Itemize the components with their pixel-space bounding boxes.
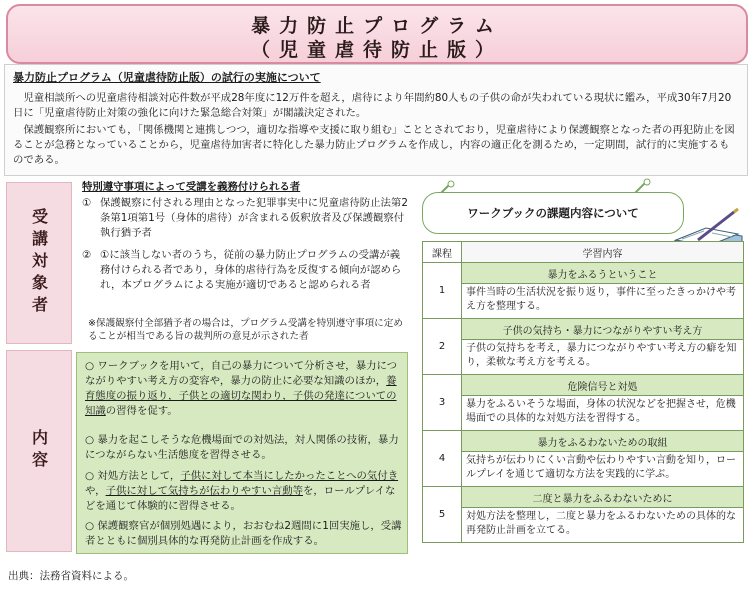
course-number: 4 — [423, 431, 462, 487]
content-bullet-3-underline-1: 子供に対して本当にしたかったことへの気付き — [180, 470, 399, 482]
course-title: 暴力をふるうということ — [462, 263, 744, 284]
source-note: 出典：法務省資料による。 — [8, 570, 134, 582]
table-row — [423, 396, 744, 431]
intro-paragraph-2: 保護観察所においても，「関係機関と連携しつつ，適切な指導や支援に取り組む」こととされており，児童虐待により保護観察となった者の再犯防止を図ることが急務となっていることから，児童虐待加害者に特化した暴力防止プログラムを作成し，内容の適正化を測るため，一定期間，試行的に実施するものである。 — [13, 124, 735, 166]
title-line-2: （児童虐待防止版） — [250, 39, 503, 61]
content-bullet-1-end: の習得を促す。 — [105, 405, 178, 417]
table-row — [423, 340, 744, 375]
intro-section — [4, 64, 748, 176]
content-bullet-1 — [85, 359, 403, 419]
bullet-mark: ○ — [85, 520, 95, 532]
bullet-mark: ○ — [85, 470, 95, 482]
content-bullet-2-text: 暴力を起こしそうな危機場面での対処法，対人関係の技術，暴力につながらない生活態度を習得させる。 — [85, 434, 399, 461]
content-box — [76, 352, 408, 554]
workbook-banner: ワークブックの課題内容について — [422, 192, 684, 234]
table-row — [423, 375, 744, 396]
content-bullet-2 — [85, 433, 403, 463]
intro-heading: 暴力防止プログラム（児童虐待防止版）の試行の実施について — [13, 71, 321, 84]
target-label: 受講対象者 — [29, 208, 49, 318]
course-title: 暴力をふるわないための取組 — [462, 431, 744, 452]
content-bullet-1-underline: 養育態度の振り返り，子供との適切な関わり，子供の発達についての知識 — [85, 375, 397, 417]
target-item-2-mark: ② — [82, 249, 92, 261]
content-bullet-3-mid: や， — [85, 485, 106, 497]
col-content-header: 学習内容 — [462, 242, 744, 263]
content-bullet-3-underline-2: 子供に対して気持ちが伝わりやすい言動等 — [105, 485, 303, 497]
table-row — [423, 319, 744, 340]
content-bullet-4-text: 保護観察官が個別処遇により，おおむね2週間に1回実施し，受講者とともに個別具体的な再発防止計画を作成する。 — [85, 520, 402, 547]
target-heading: 特別遵守事項によって受講を義務付けられる者 — [82, 181, 301, 193]
content-bullet-3-end: を，ロールプレイなどを通じて体験的に習得させる。 — [85, 485, 396, 512]
course-description: 暴力をふるいそうな場面，身体の状況などを把握させ，危機場面での具体的な対処方法を習得する。 — [462, 396, 744, 431]
course-number: 2 — [423, 319, 462, 375]
title-line-1: 暴力防止プログラム — [251, 15, 503, 37]
col-course-header: 課程 — [423, 242, 462, 263]
target-item-2: ①に該当しない者のうち，従前の暴力防止プログラムの受講が義務付けられる者であり，身体的虐待行為を反復する傾向が認められ，本プログラムによる実施が適切であると認められる者 — [100, 249, 402, 291]
title-banner — [6, 4, 748, 64]
target-label-box — [6, 182, 72, 344]
course-title: 子供の気持ち・暴力につながりやすい考え方 — [462, 319, 744, 340]
workbook-table — [422, 241, 744, 543]
course-description: 対処方法を整理し，二度と暴力をふるわないための具体的な再発防止計画を立てる。 — [462, 508, 744, 543]
intro-paragraph-1: 児童相談所への児童虐待相談対応件数が平成28年度に12万件を超え，虐待により年間約80人もの子供の命が失われている現状に鑑み，平成30年7月20日に「児童虐待防止対策の強化に向けた緊急総合対策」が閣議決定された。 — [13, 92, 732, 119]
course-description: 気持ちが伝わりにくい言動や伝わりやすい言動を知り，ロールプレイを通じて適切な方法を実践的に学ぶ。 — [462, 452, 744, 487]
content-bullet-3 — [85, 469, 403, 514]
table-row — [423, 452, 744, 487]
content-label-box — [6, 350, 72, 552]
bullet-mark: ○ — [85, 434, 95, 446]
course-description: 子供の気持ちを考え，暴力につながりやすい考え方の癖を知り，柔軟な考え方を考える。 — [462, 340, 744, 375]
course-number: 3 — [423, 375, 462, 431]
content-label: 内容 — [29, 429, 49, 473]
course-number: 1 — [423, 263, 462, 319]
content-bullet-4 — [85, 519, 403, 549]
target-item-1-mark: ① — [82, 197, 92, 209]
bullet-mark: ○ — [85, 360, 95, 372]
table-row — [423, 284, 744, 319]
course-title: 二度と暴力をふるわないために — [462, 487, 744, 508]
target-item-1: 保護観察に付される理由となった犯罪事実中に児童虐待防止法第2条第1項第1号（身体的虐待）が含まれる仮釈放者及び保護観察付執行猶予者 — [100, 197, 408, 239]
content-bullet-3-text: 対処方法として， — [97, 470, 181, 482]
target-note: ※保護観察付全部猶予者の場合は，プログラム受講を特別遵守事項に定めることが相当である旨の裁判所の意見が示された者 — [88, 318, 403, 342]
table-row — [423, 508, 744, 543]
course-number: 5 — [423, 487, 462, 543]
table-row — [423, 487, 744, 508]
table-row — [423, 431, 744, 452]
course-description: 事件当時の生活状況を振り返り，事件に至ったきっかけや考え方を整理する。 — [462, 284, 744, 319]
course-title: 危険信号と対処 — [462, 375, 744, 396]
table-row — [423, 263, 744, 284]
content-bullet-1-text: ワークブックを用いて，自己の暴力について分析させ，暴力につながりやすい考え方の変容や，暴力の防止に必要な知識のほか， — [85, 360, 398, 387]
